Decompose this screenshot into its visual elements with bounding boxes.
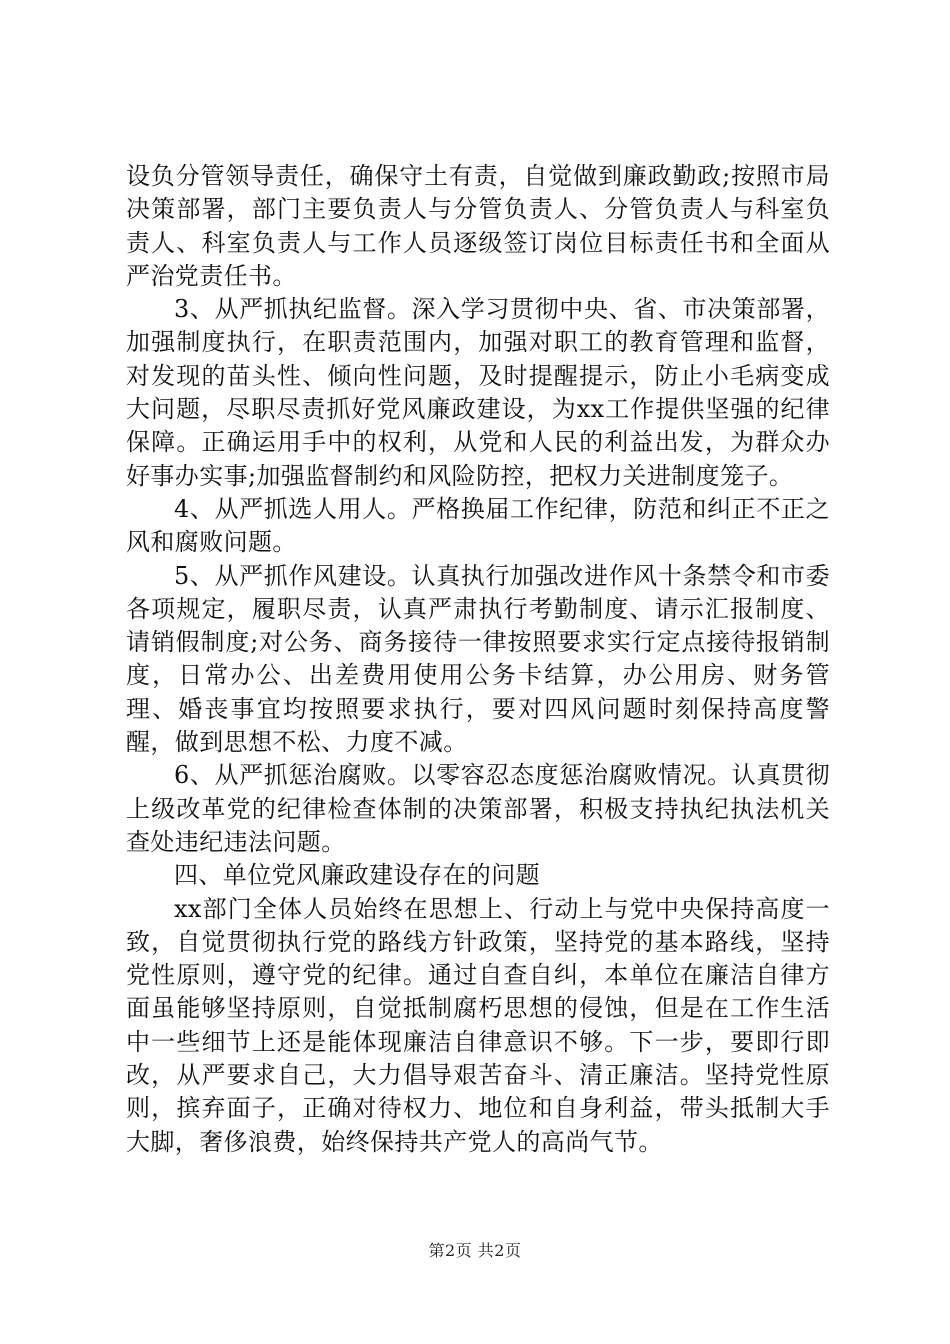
paragraph-item-6: 6、从严抓惩治腐败。以零容忍态度惩治腐败情况。认真贯彻上级改革党的纪律检查体制的决策部署，积极支持执纪执法机关查处违纪违法问题。 [126,761,830,856]
page-footer: 第2页 共2页 [428,1241,522,1260]
section-heading: 四、单位党风廉政建设存在的问题 [174,861,540,890]
paragraph-final: xx部门全体人员始终在思想上、行动上与党中央保持高度一致，自觉贯彻执行党的路线方针政策，坚持党的基本路线，坚持党性原则，遵守党的纪律。通过自查自纠，本单位在廉洁自律方面虽能够坚持原则，自觉抵制腐朽思想的侵蚀，但是在工作生活中一些细节上还是能体现廉洁自律意识不够。下一步，要即行即改，从严要求自己，大力倡导艰苦奋斗、清正廉洁。坚持党性原则，摈弃面子，正确对待权力、地位和自身利益，带头抵制大手大脚，奢侈浪费，始终保持共产党人的高尚气节。 [126,894,830,1156]
paragraph-item-3: 3、从严抓执纪监督。深入学习贯彻中央、省、市决策部署，加强制度执行，在职责范围内，加强对职工的教育管理和监督，对发现的苗头性、倾向性问题，及时提醒提示，防止小毛病变成大问题，尽职尽责抓好党风廉政建设，为xx工作提供坚强的纪律保障。正确运用手中的权利，从党和人民的利益出发，为群众办好事办实事;加强监督制约和风险防控，把权力关进制度笼子。 [126,295,830,490]
paragraph-item-4: 4、从严抓选人用人。严格换届工作纪律，防范和纠正不正之风和腐败问题。 [126,494,830,557]
paragraph-item-5: 5、从严抓作风建设。认真执行加强改进作风十条禁令和市委各项规定，履职尽责，认真严肃执行考勤制度、请示汇报制度、请销假制度;对公务、商务接待一律按照要求实行定点接待报销制度，日常办公、出差费用使用公务卡结算，办公用房、财务管理、婚丧事宜均按照要求执行，要对四风问题时刻保持高度警醒，做到思想不松、力度不减。 [126,561,830,757]
document-body [126,160,830,1159]
paragraph-continuation: 设负分管领导责任，确保守土有责，自觉做到廉政勤政;按照市局决策部署，部门主要负责人与分管负责人、分管负责人与科室负责人、科室负责人与工作人员逐级签订岗位目标责任书和全面从严治党责任书。 [126,162,830,290]
